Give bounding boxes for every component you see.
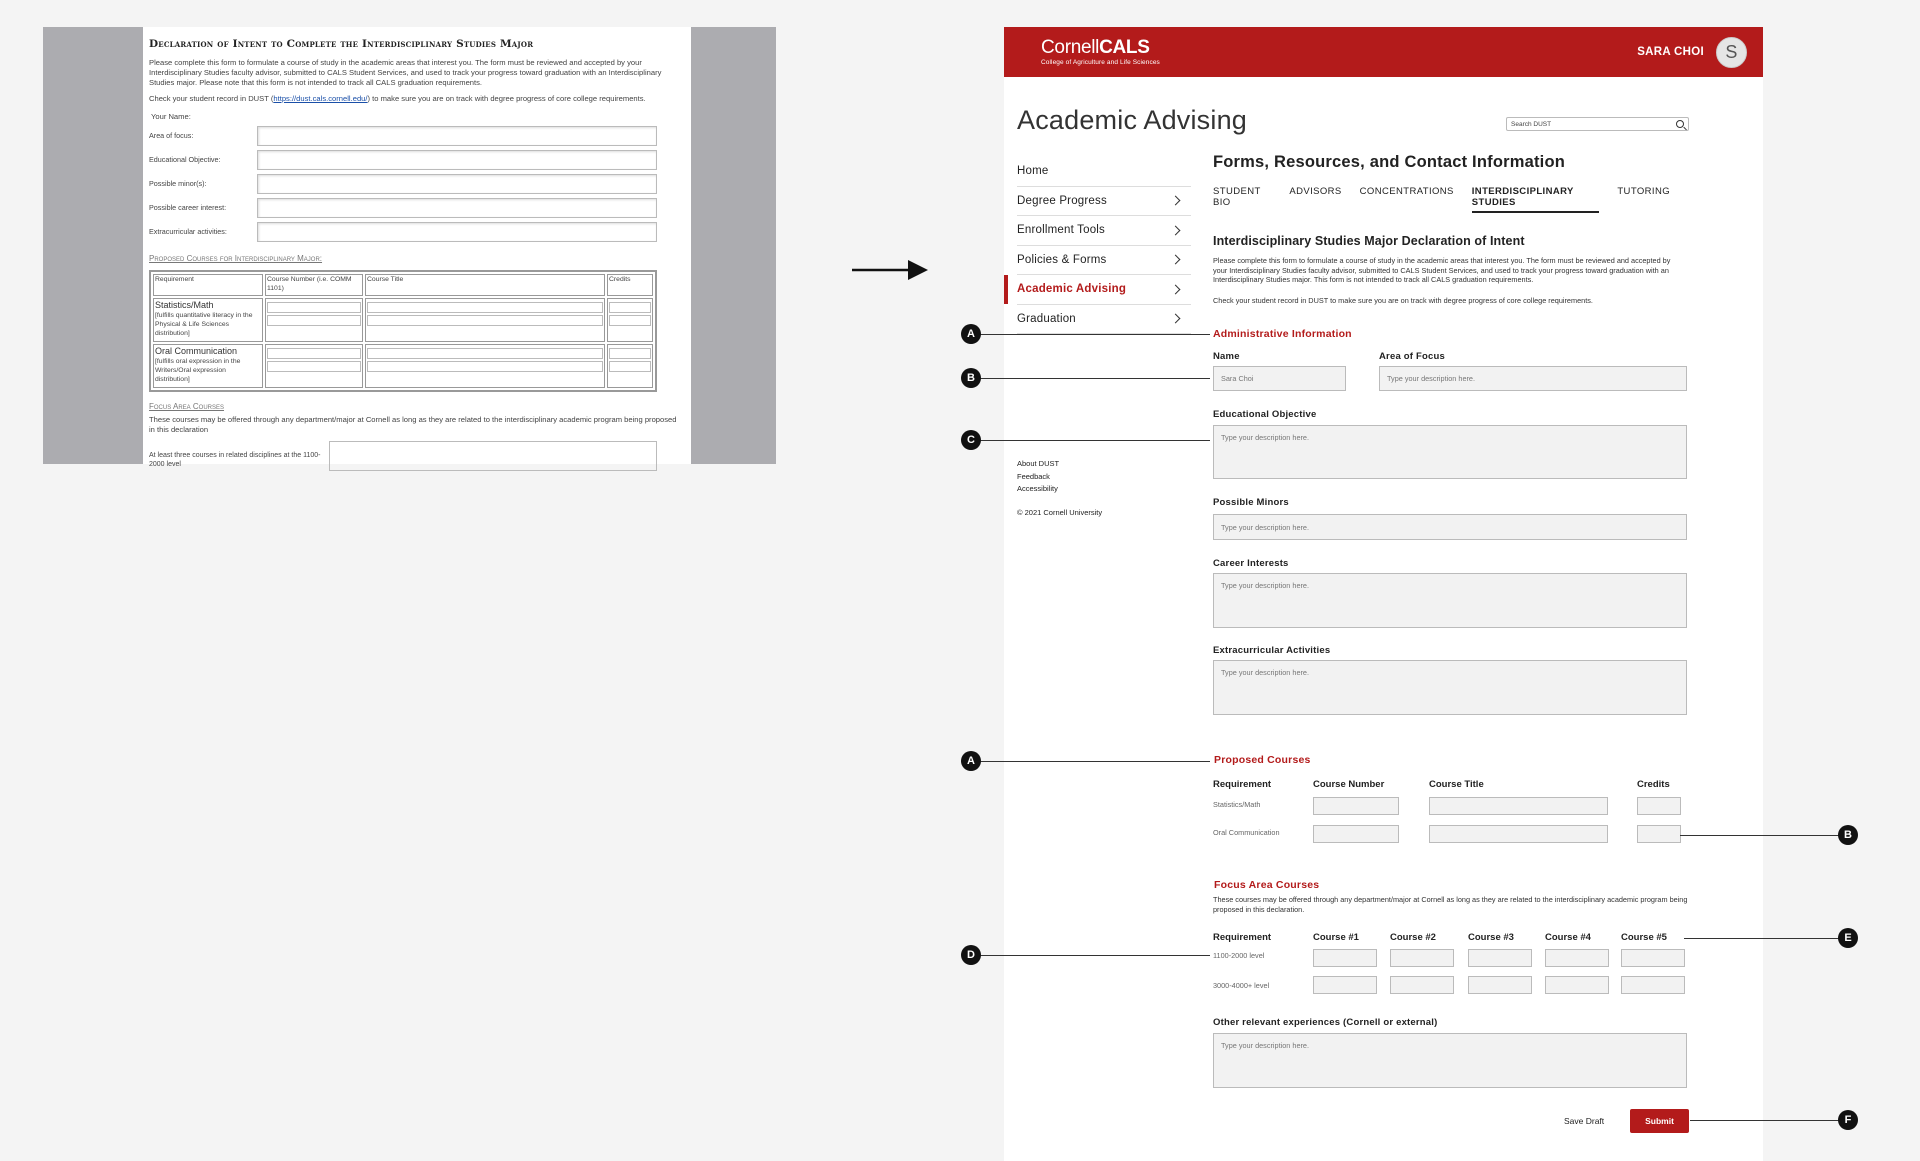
educational-objective-field[interactable]: Type your description here. xyxy=(1213,425,1687,479)
original-cell-input[interactable] xyxy=(367,302,603,313)
extracurricular-label: Extracurricular Activities xyxy=(1213,645,1331,656)
dust-suffix: ) to make sure you are on track with degree progress of core college requirements. xyxy=(367,93,646,103)
tab-bar xyxy=(1213,186,1688,213)
form-description: Please complete this form to formulate a course of study in the academic areas that interest you. The form must be reviewed and accepted by your Interdisciplinary Studies faculty advisor, submitted to CALS Student Services, and used to track your progress toward graduation with an Interdisciplinary Studies major. This form is not intended to track all CALS graduation requirements. xyxy=(1213,256,1671,285)
copyright: © 2021 Cornell University xyxy=(1017,508,1103,517)
original-cell xyxy=(265,344,363,388)
callout-line xyxy=(980,334,1210,335)
col-course-3: Course #3 xyxy=(1468,932,1514,943)
search-icon[interactable] xyxy=(1676,120,1684,128)
focus-course-input[interactable] xyxy=(1468,949,1532,967)
original-cell-input[interactable] xyxy=(609,315,651,326)
user-name: SARA CHOI xyxy=(1637,46,1704,58)
original-field-input[interactable] xyxy=(257,198,657,218)
row-label-statistics-math: Statistics/Math xyxy=(1213,800,1261,809)
original-dust-line xyxy=(149,94,683,104)
original-focus-row xyxy=(149,441,683,471)
col-course-4: Course #4 xyxy=(1545,932,1591,943)
sidebar-item-label: Degree Progress xyxy=(1017,194,1107,207)
original-field-input[interactable] xyxy=(257,150,657,170)
original-intro: Please complete this form to formulate a course of study in the academic areas that interest you. The form must be reviewed and accepted by your Interdisciplinary Studies faculty advisor, submitted to CALS Student Services, and used to track your progress toward graduation with an Interdisciplinary Studies major. Please note that this form is not intended to track all CALS graduation requirements. xyxy=(149,57,662,87)
original-th: Credits xyxy=(607,274,653,296)
main-content xyxy=(1213,153,1688,305)
col-course-number: Course Number xyxy=(1313,779,1385,790)
link-accessibility[interactable]: Accessibility xyxy=(1017,484,1058,493)
original-cell xyxy=(365,298,605,342)
form-title: Interdisciplinary Studies Major Declaration of Intent xyxy=(1213,234,1525,248)
chevron-right-icon xyxy=(1171,314,1181,324)
name-field[interactable]: Sara Choi xyxy=(1213,366,1346,391)
submit-button[interactable]: Submit xyxy=(1630,1109,1689,1133)
search-input[interactable] xyxy=(1506,117,1689,131)
section-heading: Forms, Resources, and Contact Information xyxy=(1213,153,1566,171)
other-experiences-field[interactable]: Type your description here. xyxy=(1213,1033,1687,1088)
dust-prefix: Check your student record in DUST ( xyxy=(149,93,274,103)
original-field-input[interactable] xyxy=(257,126,657,146)
original-focus-heading: Focus Area Courses xyxy=(149,402,225,412)
extracurricular-field[interactable]: Type your description here. xyxy=(1213,660,1687,715)
callout-line xyxy=(980,378,1210,379)
original-proposed-heading: Proposed Courses for Interdisciplinary Major: xyxy=(149,253,323,263)
redesign-app xyxy=(1004,27,1763,1161)
search-placeholder: Search DUST xyxy=(1511,120,1552,128)
callout-marker: C xyxy=(961,430,981,450)
original-focus-row-label: At least three courses in related disciplines at the 1100-2000 level xyxy=(149,452,321,469)
callout-line xyxy=(980,955,1210,956)
original-table-header xyxy=(153,274,653,296)
original-cell-input[interactable] xyxy=(267,361,361,372)
callout-line xyxy=(980,761,1210,762)
sidebar-footer-links xyxy=(1017,458,1059,496)
col-course-title: Course Title xyxy=(1429,779,1484,790)
original-your-name: Your Name: xyxy=(151,111,191,121)
original-cell xyxy=(607,344,653,388)
proposed-courses-title: Proposed Courses xyxy=(1214,754,1311,766)
educational-objective-label: Educational Objective xyxy=(1213,409,1317,420)
original-req-cell xyxy=(153,298,263,342)
tab-tutoring[interactable]: TUTORING xyxy=(1617,186,1670,197)
tab-interdisciplinary-studies[interactable]: INTERDISCIPLINARY STUDIES xyxy=(1472,186,1600,213)
chevron-right-icon xyxy=(1171,196,1181,206)
sidebar-item-label: Academic Advising xyxy=(1017,283,1127,296)
original-th: Course Number (i.e. COMM 1101) xyxy=(265,274,363,296)
original-form-page xyxy=(143,27,691,469)
col-course-5: Course #5 xyxy=(1621,932,1667,943)
col-requirement: Requirement xyxy=(1213,932,1272,943)
possible-minors-label: Possible Minors xyxy=(1213,497,1289,508)
original-proposed-table xyxy=(149,270,657,392)
name-label: Name xyxy=(1213,351,1240,362)
callout-line xyxy=(980,440,1210,441)
original-cell xyxy=(265,298,363,342)
sidebar-item-academic-advising[interactable] xyxy=(1017,275,1191,305)
chevron-right-icon xyxy=(1171,255,1181,265)
original-field-input[interactable] xyxy=(257,222,657,242)
callout-marker: B xyxy=(961,368,981,388)
row-label-1100-2000: 1100-2000 level xyxy=(1213,951,1265,960)
original-cell-input[interactable] xyxy=(609,348,651,359)
focus-course-input[interactable] xyxy=(1468,976,1532,994)
career-interests-field[interactable]: Type your description here. xyxy=(1213,573,1687,628)
career-interests-label: Career Interests xyxy=(1213,558,1289,569)
callout-marker: E xyxy=(1838,928,1858,948)
dust-link[interactable]: https://dust.cals.cornell.edu/ xyxy=(273,93,368,103)
sidebar-item-home[interactable] xyxy=(1017,157,1191,187)
original-cell-input[interactable] xyxy=(609,361,651,372)
course-number-input[interactable] xyxy=(1313,797,1399,815)
original-req-note: [fulfills quantitative literacy in the Physical & Life Sciences distribution] xyxy=(155,312,253,338)
focus-course-input[interactable] xyxy=(1621,949,1685,967)
area-of-focus-label: Area of Focus xyxy=(1379,351,1445,362)
tab-student-bio[interactable]: STUDENT BIO xyxy=(1213,186,1261,208)
tab-concentrations[interactable]: CONCENTRATIONS xyxy=(1359,186,1454,197)
original-cell xyxy=(607,298,653,342)
original-field-input[interactable] xyxy=(257,174,657,194)
avatar[interactable]: S xyxy=(1716,37,1747,68)
callout-marker: F xyxy=(1838,1110,1858,1130)
logo-bold-text: CALS xyxy=(1099,37,1150,58)
link-about-dust[interactable]: About DUST xyxy=(1017,459,1060,468)
original-field-row xyxy=(149,148,683,172)
original-field-label: Extracurricular activities: xyxy=(149,227,227,237)
sidebar-item-label: Graduation xyxy=(1017,312,1076,325)
callout-marker: A xyxy=(961,751,981,771)
original-th: Requirement xyxy=(153,274,263,296)
callout-marker: B xyxy=(1838,825,1858,845)
arrow-right-icon xyxy=(852,258,928,282)
course-title-input[interactable] xyxy=(1429,825,1608,843)
credits-input[interactable] xyxy=(1637,825,1681,843)
other-experiences-label: Other relevant experiences (Cornell or external) xyxy=(1213,1017,1438,1028)
focus-area-description: These courses may be offered through any department/major at Cornell as long as they are related to the interdisciplinary academic program being proposed in this declaration. xyxy=(1213,895,1688,914)
original-field-label: Educational Objective: xyxy=(149,155,221,165)
course-number-input[interactable] xyxy=(1313,825,1399,843)
callout-marker: A xyxy=(961,324,981,344)
focus-area-title: Focus Area Courses xyxy=(1214,879,1320,891)
original-cell-input[interactable] xyxy=(267,348,361,359)
original-req-name: Statistics/Math xyxy=(155,300,214,311)
original-table-row xyxy=(153,344,653,388)
original-form-title: Declaration of Intent to Complete the Interdisciplinary Studies Major xyxy=(149,38,534,50)
form-description-dust: Check your student record in DUST to make sure you are on track with degree progress of core college requirements. xyxy=(1213,295,1593,305)
sidebar-nav xyxy=(1017,157,1191,334)
sidebar-item-policies-forms[interactable] xyxy=(1017,246,1191,276)
original-field-row xyxy=(149,124,683,148)
original-field-row xyxy=(149,196,683,220)
original-field-label: Possible minor(s): xyxy=(149,179,207,189)
focus-course-input[interactable] xyxy=(1621,976,1685,994)
focus-course-input[interactable] xyxy=(1313,976,1377,994)
chevron-right-icon xyxy=(1171,284,1181,294)
original-table-row xyxy=(153,298,653,342)
original-focus-desc: These courses may be offered through any department/major at Cornell as long as they are related to the interdisciplinary academic program being proposed in this declaration xyxy=(149,415,677,435)
sidebar-item-degree-progress[interactable] xyxy=(1017,187,1191,217)
link-feedback[interactable]: Feedback xyxy=(1017,471,1050,481)
focus-course-input[interactable] xyxy=(1390,976,1454,994)
sidebar-item-label: Policies & Forms xyxy=(1017,253,1107,266)
user-menu[interactable] xyxy=(1637,37,1747,68)
col-requirement: Requirement xyxy=(1213,779,1272,790)
original-field-row xyxy=(149,172,683,196)
original-cell-input[interactable] xyxy=(367,361,603,372)
col-credits: Credits xyxy=(1637,779,1670,790)
original-cell-input[interactable] xyxy=(267,302,361,313)
focus-course-input[interactable] xyxy=(1545,976,1609,994)
original-req-name: Oral Communication xyxy=(155,346,238,357)
original-focus-input[interactable] xyxy=(329,441,657,471)
callout-line xyxy=(1690,1120,1848,1121)
top-bar xyxy=(1004,27,1763,77)
chevron-right-icon xyxy=(1171,225,1181,235)
original-req-note: [fulfills oral expression in the Writers/Oral expression distribution] xyxy=(155,358,241,384)
original-cell-input[interactable] xyxy=(367,348,603,359)
original-cell-input[interactable] xyxy=(267,315,361,326)
save-draft-button[interactable]: Save Draft xyxy=(1564,1116,1605,1126)
original-form-screenshot xyxy=(43,27,776,469)
original-th: Course Title xyxy=(365,274,605,296)
col-course-1: Course #1 xyxy=(1313,932,1359,943)
focus-course-input[interactable] xyxy=(1313,949,1377,967)
area-of-focus-field[interactable]: Type your description here. xyxy=(1379,366,1687,391)
original-cell xyxy=(365,344,605,388)
row-label-3000-4000: 3000-4000+ level xyxy=(1213,981,1270,990)
sidebar-item-enrollment-tools[interactable] xyxy=(1017,216,1191,246)
callout-marker: D xyxy=(961,945,981,965)
admin-section-title: Administrative Information xyxy=(1213,328,1352,340)
possible-minors-field[interactable]: Type your description here. xyxy=(1213,514,1687,540)
original-field-label: Possible career interest: xyxy=(149,203,227,213)
col-course-2: Course #2 xyxy=(1390,932,1436,943)
original-req-cell xyxy=(153,344,263,388)
course-title-input[interactable] xyxy=(1429,797,1608,815)
callout-line xyxy=(1680,835,1848,836)
cornell-cals-logo[interactable] xyxy=(1041,38,1160,66)
logo-light-text: Cornell xyxy=(1041,37,1100,58)
original-cell-input[interactable] xyxy=(609,302,651,313)
focus-course-input[interactable] xyxy=(1545,949,1609,967)
sidebar-item-label: Enrollment Tools xyxy=(1017,224,1106,237)
tab-advisors[interactable]: ADVISORS xyxy=(1289,186,1342,197)
original-field-row xyxy=(149,220,683,244)
callout-line xyxy=(1684,938,1848,939)
sidebar-item-label: Home xyxy=(1017,165,1049,178)
logo-subtitle: College of Agriculture and Life Sciences xyxy=(1041,59,1160,66)
focus-course-input[interactable] xyxy=(1390,949,1454,967)
credits-input[interactable] xyxy=(1637,797,1681,815)
original-cell-input[interactable] xyxy=(367,315,603,326)
sidebar-item-graduation[interactable] xyxy=(1017,305,1191,335)
original-field-label: Area of focus: xyxy=(149,131,194,141)
page-title: Academic Advising xyxy=(1017,105,1248,135)
row-label-oral-communication: Oral Communication xyxy=(1213,828,1280,837)
